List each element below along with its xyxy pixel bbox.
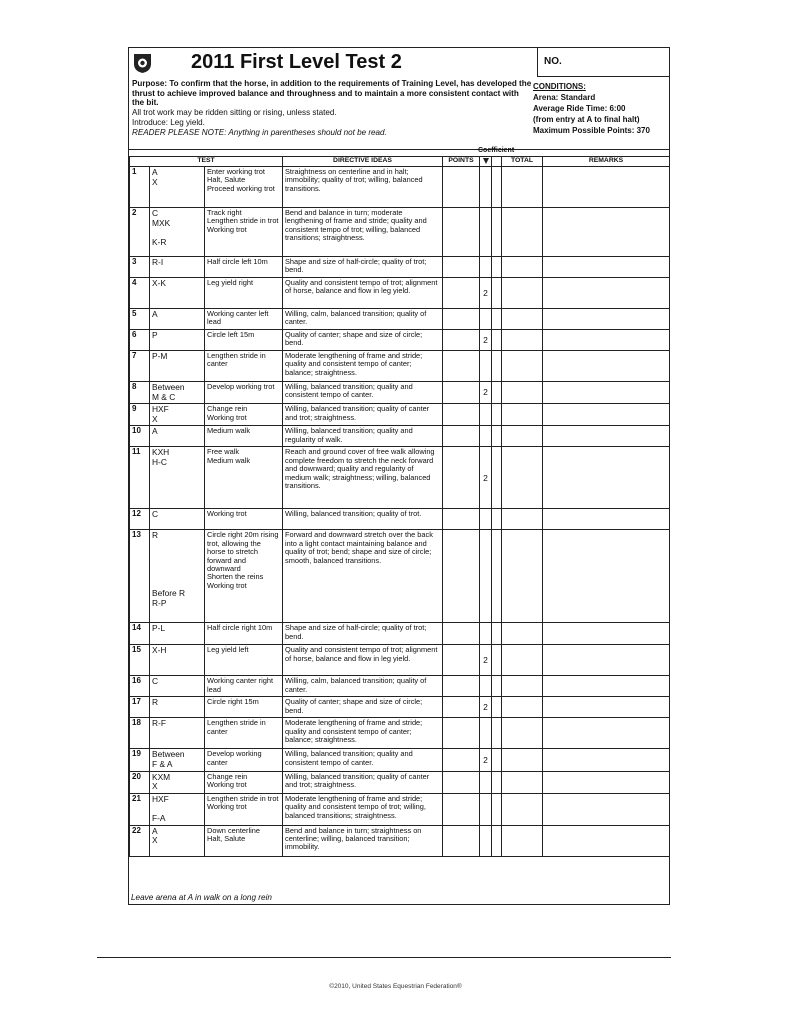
table-row	[130, 718, 670, 749]
movement-test: Working canter left lead	[205, 309, 283, 330]
movement-test: Leg yield left	[205, 645, 283, 676]
movement-letters: C	[150, 509, 205, 530]
directive-header: DIRECTIVE IDEAS	[283, 157, 443, 167]
points-input[interactable]	[443, 208, 480, 257]
table-row	[130, 330, 670, 351]
directive-ideas: Shape and size of half-circle; quality of trot; bend.	[283, 623, 443, 645]
trot-note: All trot work may be ridden sitting or rising, unless stated.	[132, 108, 337, 118]
movement-letters: C	[150, 676, 205, 697]
movement-test: Lengthen stride in canter	[205, 351, 283, 382]
spacer-cell	[492, 330, 502, 351]
remarks-input[interactable]	[543, 509, 670, 530]
remarks-input[interactable]	[543, 426, 670, 447]
spacer-cell	[492, 404, 502, 426]
test-header: TEST	[130, 157, 283, 167]
points-input[interactable]	[443, 382, 480, 404]
total-input[interactable]	[502, 793, 543, 825]
points-input[interactable]	[443, 330, 480, 351]
table-row	[130, 623, 670, 645]
total-input[interactable]	[502, 530, 543, 623]
total-input[interactable]	[502, 167, 543, 208]
rider-number-label: NO.	[544, 56, 562, 67]
directive-ideas: Willing, balanced transition; quality and consistent tempo of canter.	[283, 749, 443, 771]
remarks-input[interactable]	[543, 749, 670, 771]
coefficient-cell: 2	[480, 330, 492, 351]
table-row	[130, 530, 670, 623]
movement-letters: R-F	[150, 718, 205, 749]
movement-number: 7	[130, 351, 150, 382]
movement-letters: KXH H-C	[150, 447, 205, 509]
test-sheet	[128, 47, 670, 905]
movement-letters: A	[150, 309, 205, 330]
spacer-cell	[492, 771, 502, 793]
directive-ideas: Moderate lengthening of frame and stride; quality and consistent tempo of trot; willing, balanced transitions; straightness.	[283, 793, 443, 825]
directive-ideas: Reach and ground cover of free walk allowing complete freedom to stretch the neck forward and downward; quality and regularity of medium walk; straightness; willing, balanced transitions.	[283, 447, 443, 509]
ride-time: Average Ride Time: 6:00	[533, 104, 626, 113]
introduce-note: Introduce: Leg yield.	[132, 117, 205, 127]
footer-rule	[97, 957, 671, 958]
table-row	[130, 208, 670, 257]
points-input[interactable]	[443, 645, 480, 676]
total-input[interactable]	[502, 330, 543, 351]
spacer-cell	[492, 309, 502, 330]
table-row	[130, 426, 670, 447]
remarks-input[interactable]	[543, 382, 670, 404]
table-row	[130, 676, 670, 697]
spacer-cell	[492, 447, 502, 509]
movement-test: Down centerline Halt, Salute	[205, 825, 283, 856]
spacer-cell	[492, 623, 502, 645]
table-row	[130, 382, 670, 404]
movement-test: Change rein Working trot	[205, 404, 283, 426]
movement-letters: C MXK K-R	[150, 208, 205, 257]
movement-test: Change rein Working trot	[205, 771, 283, 793]
movement-number: 20	[130, 771, 150, 793]
remarks-input[interactable]	[543, 404, 670, 426]
movement-number: 6	[130, 330, 150, 351]
remarks-input[interactable]	[543, 257, 670, 278]
points-input[interactable]	[443, 676, 480, 697]
spacer-cell	[492, 382, 502, 404]
total-input[interactable]	[502, 426, 543, 447]
table-row	[130, 447, 670, 509]
total-input[interactable]	[502, 623, 543, 645]
points-input[interactable]	[443, 509, 480, 530]
movement-number: 22	[130, 825, 150, 856]
movement-test: Track right Lengthen stride in trot Working trot	[205, 208, 283, 257]
conditions-label: CONDITIONS:	[533, 82, 586, 91]
remarks-input[interactable]	[543, 330, 670, 351]
directive-ideas: Quality of canter; shape and size of circle; bend.	[283, 697, 443, 718]
spacer-cell	[492, 426, 502, 447]
coefficient-cell: 2	[480, 749, 492, 771]
movement-number: 14	[130, 623, 150, 645]
total-input[interactable]	[502, 825, 543, 856]
movement-number: 17	[130, 697, 150, 718]
coefficient-cell	[480, 771, 492, 793]
movement-number: 4	[130, 278, 150, 309]
movement-test: Half circle right 10m	[205, 623, 283, 645]
points-input[interactable]	[443, 530, 480, 623]
remarks-input[interactable]	[543, 530, 670, 623]
table-row	[130, 509, 670, 530]
spacer-cell	[492, 825, 502, 856]
spacer-cell	[492, 697, 502, 718]
remarks-input[interactable]	[543, 825, 670, 856]
remarks-header: REMARKS	[543, 157, 670, 167]
total-input[interactable]	[502, 257, 543, 278]
points-input[interactable]	[443, 426, 480, 447]
directive-ideas: Willing, calm, balanced transition; quality of canter.	[283, 676, 443, 697]
points-input[interactable]	[443, 278, 480, 309]
movement-test: Free walk Medium walk	[205, 447, 283, 509]
total-input[interactable]	[502, 645, 543, 676]
coefficient-label: Coefficient	[478, 147, 515, 154]
conditions	[533, 81, 669, 136]
coefficient-cell	[480, 718, 492, 749]
directive-ideas: Willing, balanced transition; quality and consistent tempo of canter.	[283, 382, 443, 404]
remarks-input[interactable]	[543, 351, 670, 382]
movement-number: 3	[130, 257, 150, 278]
total-input[interactable]	[502, 697, 543, 718]
remarks-input[interactable]	[543, 697, 670, 718]
movement-number: 18	[130, 718, 150, 749]
movement-number: 9	[130, 404, 150, 426]
total-input[interactable]	[502, 278, 543, 309]
spacer-cell	[492, 208, 502, 257]
max-points: Maximum Possible Points: 370	[533, 126, 650, 135]
movement-letters: A X	[150, 825, 205, 856]
points-input[interactable]	[443, 167, 480, 208]
directive-ideas: Shape and size of half-circle; quality of trot; bend.	[283, 257, 443, 278]
table-row	[130, 697, 670, 718]
remarks-input[interactable]	[543, 309, 670, 330]
movement-number: 8	[130, 382, 150, 404]
movement-test: Leg yield right	[205, 278, 283, 309]
directive-ideas: Willing, balanced transition; quality of trot.	[283, 509, 443, 530]
coefficient-cell	[480, 426, 492, 447]
points-input[interactable]	[443, 309, 480, 330]
spacer-cell	[492, 351, 502, 382]
movement-letters: R-I	[150, 257, 205, 278]
directive-ideas: Straightness on centerline and in halt; immobility; quality of trot; willing, balanced transitions.	[283, 167, 443, 208]
usef-logo-icon	[133, 52, 152, 74]
coefficient-cell	[480, 404, 492, 426]
movement-letters: A X	[150, 167, 205, 208]
directive-ideas: Quality and consistent tempo of trot; alignment of horse, balance and flow in leg yield.	[283, 278, 443, 309]
movement-number: 15	[130, 645, 150, 676]
remarks-input[interactable]	[543, 167, 670, 208]
coefficient-cell	[480, 825, 492, 856]
movement-number: 13	[130, 530, 150, 623]
down-arrow-icon	[483, 158, 489, 164]
coefficient-cell: 2	[480, 447, 492, 509]
directive-ideas: Willing, balanced transition; quality and regularity of walk.	[283, 426, 443, 447]
points-input[interactable]	[443, 257, 480, 278]
points-input[interactable]	[443, 718, 480, 749]
table-row	[130, 278, 670, 309]
points-input[interactable]	[443, 697, 480, 718]
table-row	[130, 404, 670, 426]
table-row	[130, 749, 670, 771]
coefficient-cell	[480, 676, 492, 697]
points-input[interactable]	[443, 351, 480, 382]
remarks-input[interactable]	[543, 676, 670, 697]
movement-letters: P	[150, 330, 205, 351]
directive-ideas: Moderate lengthening of frame and stride; quality and consistent tempo of canter; balance; straightness.	[283, 718, 443, 749]
table-header-row	[130, 157, 670, 167]
coefficient-cell: 2	[480, 278, 492, 309]
remarks-input[interactable]	[543, 278, 670, 309]
movement-test: Circle right 15m	[205, 697, 283, 718]
spacer-cell	[492, 793, 502, 825]
copyright: ©2010, United States Equestrian Federation®	[329, 983, 462, 990]
spacer-header	[492, 157, 502, 167]
total-input[interactable]	[502, 771, 543, 793]
movement-letters: P-L	[150, 623, 205, 645]
spacer-cell	[492, 749, 502, 771]
movement-test: Circle left 15m	[205, 330, 283, 351]
directive-ideas: Bend and balance in turn; straightness on centerline; willing, balanced transition; immobility.	[283, 825, 443, 856]
movement-test: Lengthen stride in trot Working trot	[205, 793, 283, 825]
movement-number: 5	[130, 309, 150, 330]
total-input[interactable]	[502, 718, 543, 749]
movement-letters: R	[150, 697, 205, 718]
points-input[interactable]	[443, 404, 480, 426]
sheet-header	[129, 48, 669, 150]
movement-letters: X-H	[150, 645, 205, 676]
points-input[interactable]	[443, 749, 480, 771]
movement-number: 12	[130, 509, 150, 530]
spacer-cell	[492, 718, 502, 749]
coefficient-cell: 2	[480, 645, 492, 676]
remarks-input[interactable]	[543, 208, 670, 257]
ride-time-note: (from entry at A to final halt)	[533, 115, 640, 124]
total-input[interactable]	[502, 676, 543, 697]
coefficient-cell	[480, 309, 492, 330]
table-row	[130, 825, 670, 856]
movement-letters: Between M & C	[150, 382, 205, 404]
total-input[interactable]	[502, 351, 543, 382]
movement-number: 2	[130, 208, 150, 257]
table-row	[130, 167, 670, 208]
table-row	[130, 771, 670, 793]
movement-letters: X-K	[150, 278, 205, 309]
total-input[interactable]	[502, 509, 543, 530]
total-input[interactable]	[502, 382, 543, 404]
coefficient-cell	[480, 793, 492, 825]
table-row	[130, 793, 670, 825]
spacer-cell	[492, 278, 502, 309]
coefficient-cell: 2	[480, 382, 492, 404]
movement-letters: HXF F-A	[150, 793, 205, 825]
movement-letters: P-M	[150, 351, 205, 382]
spacer-cell	[492, 167, 502, 208]
movement-letters: KXM X	[150, 771, 205, 793]
table-row	[130, 351, 670, 382]
arena: Arena: Standard	[533, 93, 596, 102]
movement-number: 10	[130, 426, 150, 447]
remarks-input[interactable]	[543, 718, 670, 749]
coefficient-cell	[480, 509, 492, 530]
page-title: 2011 First Level Test 2	[191, 51, 402, 73]
movement-number: 21	[130, 793, 150, 825]
table-row	[130, 309, 670, 330]
spacer-cell	[492, 257, 502, 278]
movement-letters: R Before R R-P	[150, 530, 205, 623]
points-input[interactable]	[443, 447, 480, 509]
total-input[interactable]	[502, 447, 543, 509]
coefficient-arrow	[480, 157, 492, 167]
score-table	[129, 156, 670, 857]
remarks-input[interactable]	[543, 771, 670, 793]
movement-test: Medium walk	[205, 426, 283, 447]
remarks-input[interactable]	[543, 623, 670, 645]
total-input[interactable]	[502, 404, 543, 426]
movement-letters: A	[150, 426, 205, 447]
points-input[interactable]	[443, 771, 480, 793]
rider-number-box	[537, 48, 670, 77]
directive-ideas: Willing, balanced transition; quality of canter and trot; straightness.	[283, 404, 443, 426]
table-body	[130, 167, 670, 857]
movement-test: Develop working canter	[205, 749, 283, 771]
movement-number: 11	[130, 447, 150, 509]
spacer-cell	[492, 509, 502, 530]
movement-number: 1	[130, 167, 150, 208]
table-row	[130, 645, 670, 676]
remarks-input[interactable]	[543, 793, 670, 825]
points-input[interactable]	[443, 623, 480, 645]
test-purpose	[132, 79, 532, 137]
coefficient-cell	[480, 623, 492, 645]
remarks-input[interactable]	[543, 447, 670, 509]
coefficient-cell	[480, 530, 492, 623]
points-input[interactable]	[443, 793, 480, 825]
spacer-cell	[492, 530, 502, 623]
coefficient-cell	[480, 351, 492, 382]
directive-ideas: Bend and balance in turn; moderate lengthening of frame and stride; quality and consistent tempo of trot; willing, balanced transitions; straightness.	[283, 208, 443, 257]
leave-arena-note: Leave arena at A in walk on a long rein	[131, 893, 272, 902]
points-input[interactable]	[443, 825, 480, 856]
reader-note: READER PLEASE NOTE: Anything in parentheses should not be read.	[132, 127, 387, 137]
directive-ideas: Moderate lengthening of frame and stride; quality and consistent tempo of canter; balance; straightness.	[283, 351, 443, 382]
movement-test: Working canter right lead	[205, 676, 283, 697]
movement-letters: Between F & A	[150, 749, 205, 771]
directive-ideas: Quality of canter; shape and size of circle; bend.	[283, 330, 443, 351]
directive-ideas: Willing, calm, balanced transition; quality of canter.	[283, 309, 443, 330]
total-input[interactable]	[502, 749, 543, 771]
movement-letters: HXF X	[150, 404, 205, 426]
movement-number: 19	[130, 749, 150, 771]
spacer-cell	[492, 645, 502, 676]
points-header: POINTS	[443, 157, 480, 167]
movement-test: Half circle left 10m	[205, 257, 283, 278]
total-input[interactable]	[502, 309, 543, 330]
directive-ideas: Forward and downward stretch over the back into a light contact maintaining balance and quality of trot; bend; shape and size of circle; smooth, balanced transitions.	[283, 530, 443, 623]
movement-test: Working trot	[205, 509, 283, 530]
remarks-input[interactable]	[543, 645, 670, 676]
directive-ideas: Quality and consistent tempo of trot; alignment of horse, balance and flow in leg yield.	[283, 645, 443, 676]
purpose-text: Purpose: To confirm that the horse, in addition to the requirements of Training Level, has developed the thrust to achieve improved balance and throughness and to maintain a more consistent contact with the bit.	[132, 79, 532, 108]
coefficient-cell: 2	[480, 697, 492, 718]
movement-number: 16	[130, 676, 150, 697]
coefficient-cell	[480, 167, 492, 208]
movement-test: Develop working trot	[205, 382, 283, 404]
coefficient-cell	[480, 257, 492, 278]
movement-test: Enter working trot Halt, Salute Proceed working trot	[205, 167, 283, 208]
movement-test: Lengthen stride in canter	[205, 718, 283, 749]
directive-ideas: Willing, balanced transition; quality of canter and trot; straightness.	[283, 771, 443, 793]
spacer-cell	[492, 676, 502, 697]
table-row	[130, 257, 670, 278]
coefficient-cell	[480, 208, 492, 257]
total-header: TOTAL	[502, 157, 543, 167]
total-input[interactable]	[502, 208, 543, 257]
movement-test: Circle right 20m rising trot, allowing the horse to stretch forward and downward Shorten the reins Working trot	[205, 530, 283, 623]
